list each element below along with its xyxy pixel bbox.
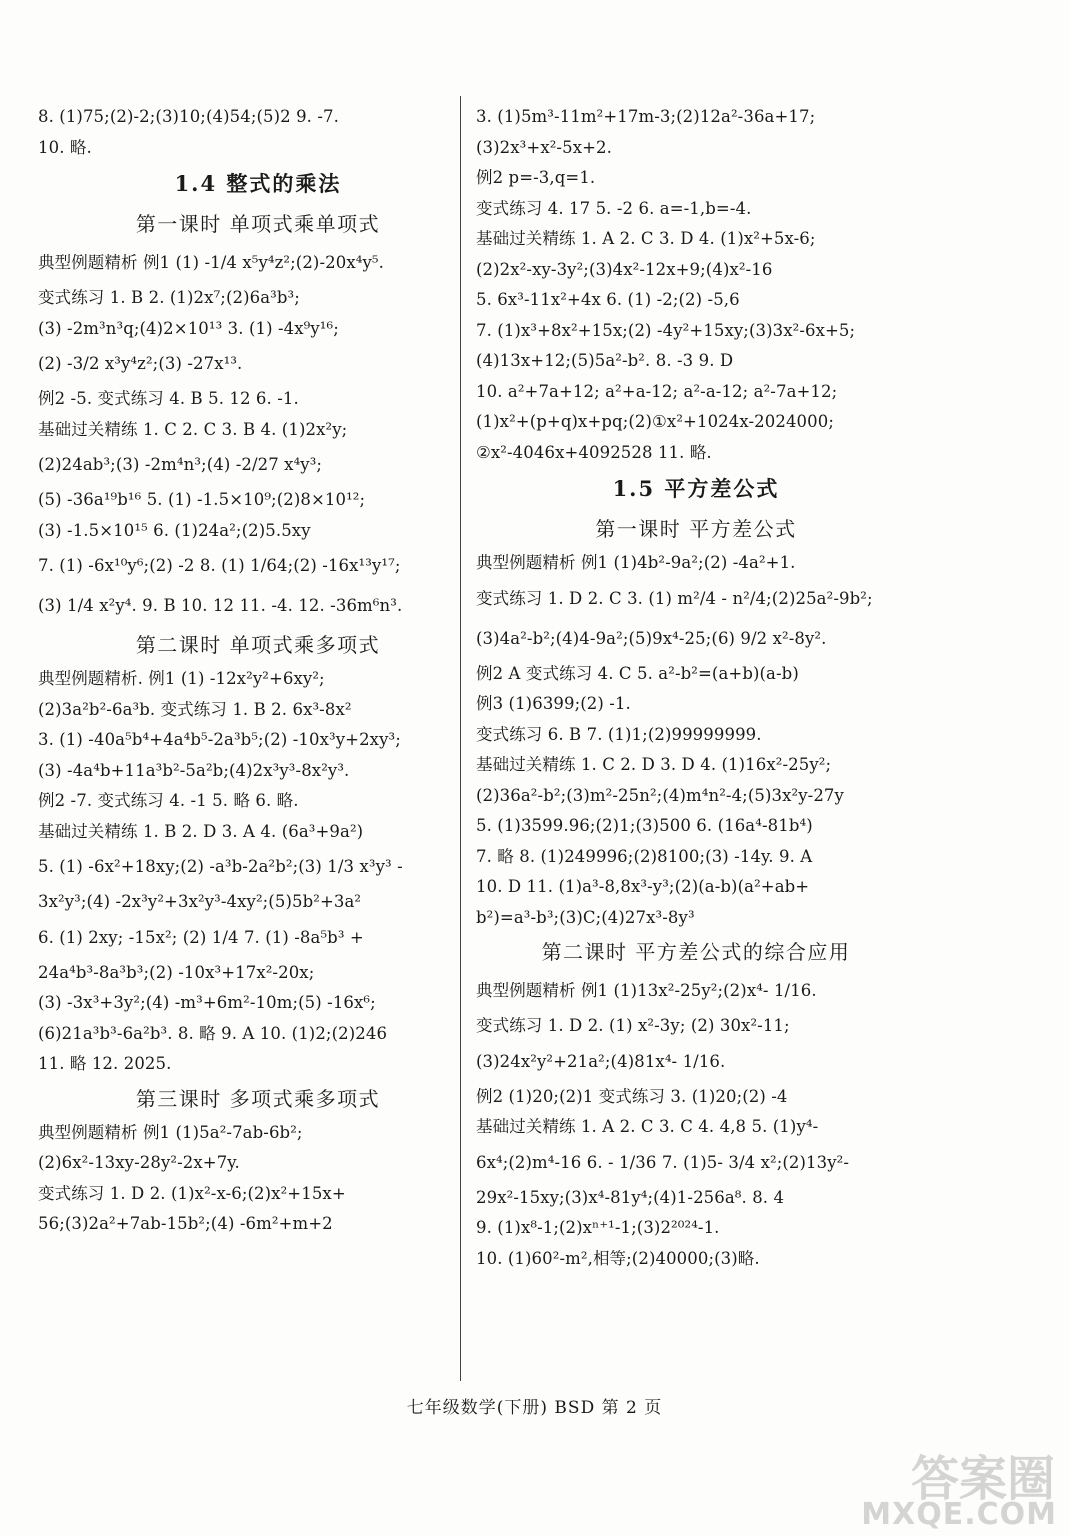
answer-line: 6. (1) 2xy; -15x²; (2) 1/4 7. (1) -8a⁵b³ + <box>38 927 364 947</box>
answer-line: 8. (1)75;(2)-2;(3)10;(4)54;(5)2 9. -7. <box>38 107 339 126</box>
lesson-heading: 第二课时 平方差公式的综合应用 <box>541 940 851 964</box>
answer-line: 3. (1)5m³-11m²+17m-3;(2)12a²-36a+17; <box>476 107 816 126</box>
column-divider <box>460 96 461 1381</box>
answer-line: 7. (1) -6x¹⁰y⁶;(2) -2 8. (1) 1/64;(2) -16x¹³y¹⁷; <box>38 556 401 575</box>
answer-line: 10. 略. <box>38 137 92 157</box>
answer-line: 变式练习 1. D 2. (1) x²-3y; (2) 30x²-11; <box>476 1016 790 1035</box>
answer-line: (2)24ab³;(3) -2m⁴n³;(4) -2/27 x⁴y³; <box>38 455 323 474</box>
answer-line: 9. (1)x⁸-1;(2)xⁿ⁺¹-1;(3)2²⁰²⁴-1. <box>476 1218 720 1237</box>
answer-line: 变式练习 4. 17 5. -2 6. a=-1,b=-4. <box>476 198 752 218</box>
answer-line: (6)21a³b³-6a²b³. 8. 略 9. A 10. (1)2;(2)246 <box>38 1023 388 1043</box>
lesson-heading: 第一课时 平方差公式 <box>595 517 797 541</box>
answer-line: (3) -2m³n³q;(4)2×10¹³ 3. (1) -4x⁹y¹⁶; <box>38 318 339 338</box>
answer-line: 3x²y³;(4) -2x³y²+3x²y³-4xy²;(5)5b²+3a² <box>38 892 362 911</box>
watermark-main-text: 答案圈 <box>910 1451 1055 1507</box>
answer-line: 56;(3)2a²+7ab-15b²;(4) -6m²+m+2 <box>38 1214 333 1233</box>
answer-line: b²)=a³-b³;(3)C;(4)27x³-8y³ <box>476 907 695 927</box>
answer-line: 10. D 11. (1)a³-8,8x³-y³;(2)(a-b)(a²+ab+ <box>476 877 810 896</box>
answer-line: (3)24x²y²+21a²;(4)81x⁴- 1/16. <box>476 1051 726 1071</box>
answer-line: (5) -36a¹⁹b¹⁶ 5. (1) -1.5×10⁹;(2)8×10¹²; <box>38 490 366 509</box>
left-answer-column <box>38 102 478 1240</box>
answer-line: (2)2x²-xy-3y²;(3)4x²-12x+9;(4)x²-16 <box>476 259 773 279</box>
answer-line: (3) -1.5×10¹⁵ 6. (1)24a²;(2)5.5xy <box>38 520 311 540</box>
answer-line: 变式练习 1. B 2. (1)2x⁷;(2)6a³b³; <box>38 288 300 307</box>
answer-line: 典型例题精析 例1 (1)13x²-25y²;(2)x⁴- 1/16. <box>476 981 817 1000</box>
answer-line: 例2 -5. 变式练习 4. B 5. 12 6. -1. <box>38 389 299 408</box>
answer-line: 例2 p=-3,q=1. <box>476 168 596 187</box>
answer-line: ②x²-4046x+4092528 11. 略. <box>476 442 712 462</box>
answer-line: 5. (1) -6x²+18xy;(2) -a³b-2a²b²;(3) 1/3 x³y³ - <box>38 857 403 876</box>
answer-line: 典型例题精析 例1 (1) -1/4 x⁵y⁴z²;(2)-20x⁴y⁵. <box>38 253 384 272</box>
section-heading: 1.4 整式的乘法 <box>174 171 342 196</box>
watermark-logo <box>861 1440 1063 1532</box>
answer-line: (2)6x²-13xy-28y²-2x+7y. <box>38 1153 240 1172</box>
right-answer-column <box>476 102 916 1274</box>
answer-line: 基础过关精练 1. C 2. D 3. D 4. (1)16x²-25y²; <box>476 755 832 774</box>
answer-line: 典型例题精析. 例1 (1) -12x²y²+6xy²; <box>38 669 325 688</box>
answer-line: 11. 略 12. 2025. <box>38 1054 172 1073</box>
answer-line: (3) 1/4 x²y⁴. 9. B 10. 12 11. -4. 12. -36m⁶n³. <box>38 596 403 615</box>
answer-line: (3) -3x³+3y²;(4) -m³+6m²-10m;(5) -16x⁶; <box>38 993 376 1012</box>
answer-line: 24a⁴b³-8a³b³;(2) -10x³+17x²-20x; <box>38 962 315 982</box>
answer-line: 29x²-15xy;(3)x⁴-81y⁴;(4)1-256a⁸. 8. 4 <box>476 1187 785 1207</box>
lesson-heading: 第二课时 单项式乘多项式 <box>135 633 381 657</box>
page-footer: 七年级数学(下册) BSD 第 2 页 <box>406 1398 663 1418</box>
answer-line: 变式练习 1. D 2. C 3. (1) m²/4 - n²/4;(2)25a²-9b²; <box>476 588 873 608</box>
answer-line: 10. a²+7a+12; a²+a-12; a²-a-12; a²-7a+12; <box>476 381 838 401</box>
answer-line: 基础过关精练 1. B 2. D 3. A 4. (6a³+9a²) <box>38 821 364 841</box>
answer-line: (3)2x³+x²-5x+2. <box>476 137 612 157</box>
answer-line: 10. (1)60²-m²,相等;(2)40000;(3)略. <box>476 1248 760 1268</box>
answer-line: (1)x²+(p+q)x+pq;(2)①x²+1024x-2024000; <box>476 412 834 431</box>
answer-line: (4)13x+12;(5)5a²-b². 8. -3 9. D <box>476 351 734 370</box>
answer-line: 典型例题精析 例1 (1)4b²-9a²;(2) -4a²+1. <box>476 553 796 572</box>
answer-line: 6x⁴;(2)m⁴-16 6. - 1/36 7. (1)5- 3/4 x²;(2)13y²- <box>476 1152 850 1172</box>
lesson-heading: 第一课时 单项式乘单项式 <box>135 212 381 236</box>
section-heading: 1.5 平方差公式 <box>612 476 780 501</box>
answer-line: 基础过关精练 1. C 2. C 3. B 4. (1)2x²y; <box>38 419 348 439</box>
answer-line: 典型例题精析 例1 (1)5a²-7ab-6b²; <box>38 1122 303 1142</box>
watermark-sub-text: MXQE.COM <box>861 1497 1057 1532</box>
answer-line: 7. 略 8. (1)249996;(2)8100;(3) -14y. 9. A <box>476 846 813 866</box>
answer-line: 5. 6x³-11x²+4x 6. (1) -2;(2) -5,6 <box>476 290 740 309</box>
answer-line: (3)4a²-b²;(4)4-9a²;(5)9x⁴-25;(6) 9/2 x²-8y². <box>476 628 827 648</box>
answer-line: 变式练习 6. B 7. (1)1;(2)99999999. <box>476 724 762 744</box>
answer-line: 例3 (1)6399;(2) -1. <box>476 694 631 713</box>
answer-line: 变式练习 1. D 2. (1)x²-x-6;(2)x²+15x+ <box>38 1183 346 1203</box>
answer-line: 7. (1)x³+8x²+15x;(2) -4y²+15xy;(3)3x²-6x+5; <box>476 320 856 340</box>
answer-line: 基础过关精练 1. A 2. C 3. D 4. (1)x²+5x-6; <box>476 229 816 248</box>
answer-line: 例2 -7. 变式练习 4. -1 5. 略 6. 略. <box>38 791 299 810</box>
answer-line: (2)3a²b²-6a³b. 变式练习 1. B 2. 6x³-8x² <box>38 699 352 719</box>
answer-line: 基础过关精练 1. A 2. C 3. C 4. 4,8 5. (1)y⁴- <box>476 1117 819 1136</box>
answer-line: (3) -4a⁴b+11a³b²-5a²b;(4)2x³y³-8x²y³. <box>38 760 350 780</box>
answer-line: 5. (1)3599.96;(2)1;(3)500 6. (16a⁴-81b⁴) <box>476 816 813 835</box>
answer-line: (2)36a²-b²;(3)m²-25n²;(4)m⁴n²-4;(5)3x²y-27y <box>476 785 844 805</box>
answer-line: (2) -3/2 x³y⁴z²;(3) -27x¹³. <box>38 354 243 373</box>
answer-line: 3. (1) -40a⁵b⁴+4a⁴b⁵-2a³b⁵;(2) -10x³y+2xy³; <box>38 730 401 749</box>
lesson-heading: 第三课时 多项式乘多项式 <box>135 1086 381 1111</box>
answer-line: 例2 (1)20;(2)1 变式练习 3. (1)20;(2) -4 <box>476 1086 788 1106</box>
answer-line: 例2 A 变式练习 4. C 5. a²-b²=(a+b)(a-b) <box>476 663 799 683</box>
